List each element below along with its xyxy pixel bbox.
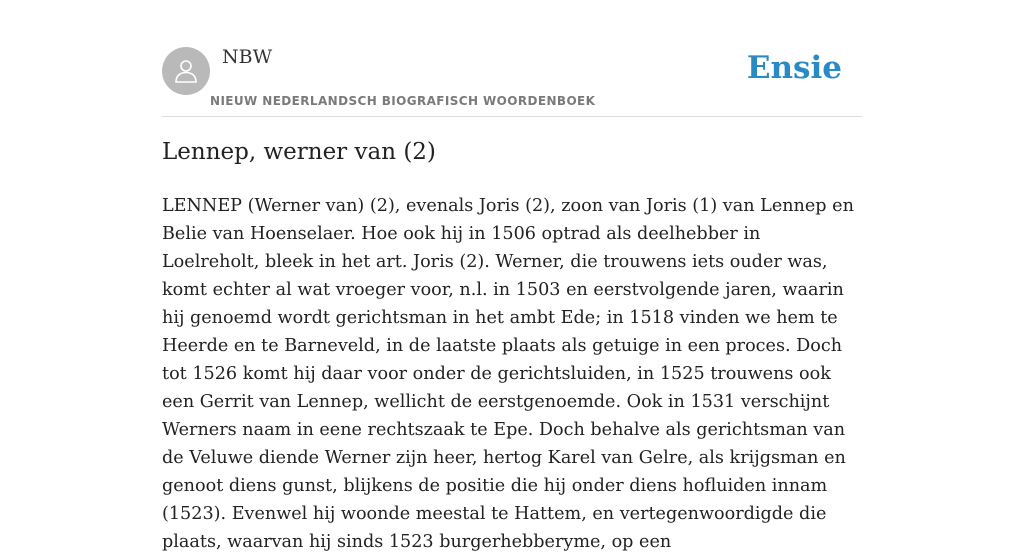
- article-title: Lennep, werner van (2): [162, 139, 436, 165]
- site-header: [162, 40, 862, 117]
- source-name[interactable]: NBW: [222, 46, 273, 68]
- source-subtitle: NIEUW NEDERLANDSCH BIOGRAFISCH WOORDENBOEK: [210, 94, 596, 108]
- user-silhouette-icon: [172, 57, 200, 85]
- article-body: LENNEP (Werner van) (2), evenals Joris (2), zoon van Joris (1) van Lennep en Belie van Hoenselaer. Hoe ook hij in 1506 optrad als deelhebber in Loelreholt, bleek in het art. Joris (2). Werner, die trouwens iets ouder was, komt echter al wat vroeger voor, n.l. in 1503 en eerstvolgende jaren, waarin hij genoemd wordt gerichtsman in het ambt Ede; in 1518 vinden we hem te Heerde en te Barneveld, in de laatste plaats als getuige in een proces. Doch tot 1526 komt hij daar voor onder de gerichtsluiden, in 1525 trouwens ook een Gerrit van Lennep, wellicht de eerstgenoemde. Ook in 1531 verschijnt Werners naam in eene rechtszaak te Epe. Doch behalve als gerichtsman van de Veluwe diende Werner zijn heer, hertog Karel van Gelre, als krijgsman en genoot diens gunst, blijkens de positie die hij onder diens hofluiden innam (1523). Evenwel hij woonde meestal te Hattem, en vertegenwoordigde die plaats, waarvan hij sinds 1523 burgerhebberyme, op een: [162, 196, 854, 552]
- ensie-logo[interactable]: Ensie: [746, 50, 842, 86]
- source-avatar[interactable]: [162, 47, 210, 95]
